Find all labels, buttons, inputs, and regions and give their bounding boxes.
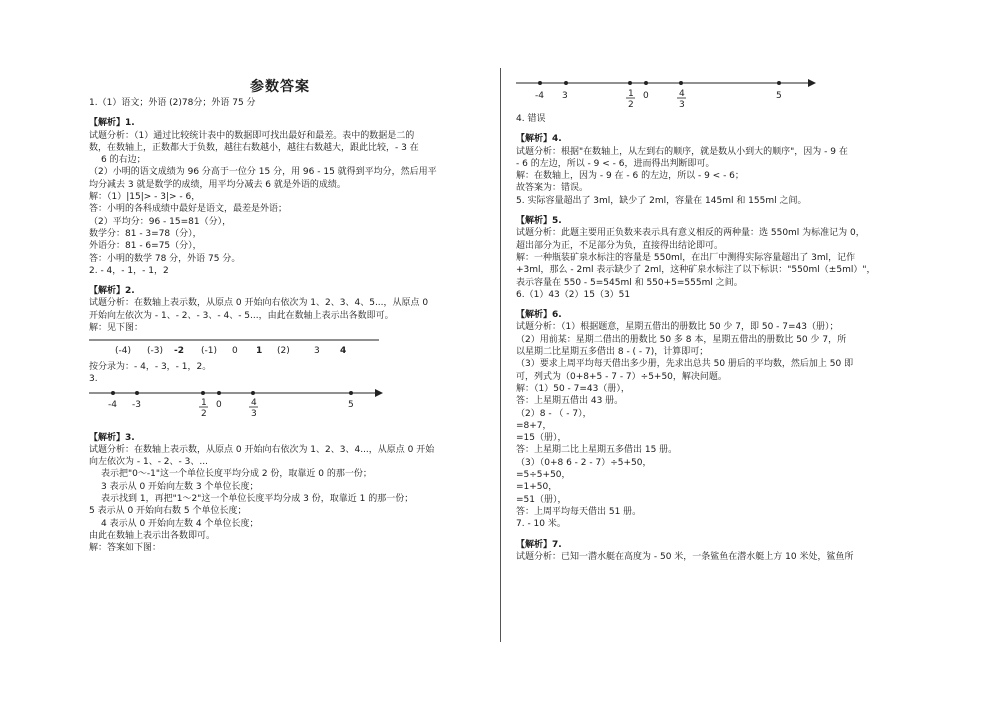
solution-line: 由此在数轴上表示出各数即可。 [89,530,216,541]
solution-line: =15（册）， [516,433,567,444]
axis2-label: 3 [251,409,257,420]
solution-line: 7. - 10 米。 [516,519,566,530]
solution-7-heading: 【解析】7. [516,539,562,550]
solution-line: 试题分析：已知一潜水艇在高度为 - 50 米，一条鲨鱼在潜水艇上方 10 米处，鲨鱼所 [516,551,854,562]
solution-line: （3）（0+8 6 - 2 - 7）÷5+50， [516,457,652,468]
axis3-label: -4 [535,91,544,101]
solution-1-heading: 【解析】1. [89,118,135,129]
solution-2-heading: 【解析】2. [89,286,135,297]
solution-line: 2. - 4，- 1，- 1，2 [89,265,169,276]
page-title: 参数答案 [250,79,310,95]
solution-line: 故答案为：错误。 [516,183,589,194]
solution-line: 可，列式为（0+8+5 - 7 - 7）÷5+50，解决问题。 [516,371,727,382]
solution-line: 解：在数轴上，因为 - 9 在 - 6 的左边，所以 - 9 < - 6； [516,171,744,182]
solution-line: 答：上星期二比上星期五多借出 15 册。 [516,445,678,456]
solution-line: 以星期二比星期五多借出 8 - ( - 7)，计算即可； [516,347,709,358]
solution-4-heading: 【解析】4. [516,134,562,145]
solution-line: =1+50， [516,482,558,493]
solution-line: 向左依次为 - 1、- 2、- 3、... [89,457,208,468]
axis1-label: (-3) [147,346,163,357]
left-column [89,97,489,555]
solution-line: 答：小明的数学 78 分，外语 75 分。 [89,253,241,264]
solution-line: 解：答案如下图： [89,543,162,554]
axis1-label: -2 [174,346,184,357]
solution-line: 按分录为：- 4，- 3，- 1，2。 [89,361,212,372]
solution-line: =51（册）， [516,494,567,505]
axis3-label: 5 [776,91,782,101]
solution-line: - 6 的左边，所以 - 9 < - 6，进而得出判断即可。 [516,158,715,169]
solution-line: 答：上星期五借出 43 册。 [516,396,624,407]
axis2-label: 0 [216,400,222,411]
axis1-label: 1 [256,346,263,357]
number-line-3 [516,74,816,112]
axis1-label: (2) [277,346,290,357]
solution-line: （3）要求上周平均每天借出多少册，先求出总共 50 册后的平均数，然后加上 50 即 [516,359,854,370]
solution-line: 试题分析：此题主要用正负数来表示具有意义相反的两种量：选 550ml 为标准记为 0， [516,228,865,239]
axis1-label: (-1) [201,346,217,357]
solution-line: （2）8 - （ - 7）， [516,408,592,419]
solution-line: 3. [89,373,98,384]
solution-line: 5 表示从 0 开始向右数 5 个单位长度； [89,506,247,517]
solution-line: 解：（1）|15|> - 3|> - 6， [89,192,201,203]
axis3-label: 2 [628,100,634,110]
solution-line: （2）小明的语文成绩为 96 分高于一位分 15 分，用 96 - 15 就得到平均分，然后用平 [89,167,437,178]
right-column [516,113,916,563]
solution-line: 试题分析：根据"在数轴上，从左到右的顺序，就是数从小到大的顺序"，因为 - 9 在 [516,146,848,157]
solution-3-heading: 【解析】3. [89,432,135,443]
axis2-label: 2 [201,409,207,420]
axis1-label: 4 [340,346,347,357]
axis2-label: -4 [108,400,117,411]
axis3-label: 0 [643,91,649,101]
q1-answer: 1.（1）语文；外语 (2)78分；外语 75 分 [89,98,256,108]
axis1-label: 3 [314,346,320,357]
axis3-label: 3 [679,100,685,110]
solution-line: 外语分：81 - 6=75（分）， [89,241,202,252]
solution-line: 表示容量在 550 - 5=545ml 和 550+5=555ml 之间。 [516,277,743,288]
q4-answer: 4. 错误 [516,114,546,124]
solution-line: 解：一种瓶装矿泉水标注的容量是 550ml，在出厂中测得实际容量超出了 3ml，记作 [516,252,856,263]
solution-5-heading: 【解析】5. [516,216,562,227]
solution-line: 试题分析：在数轴上表示数，从原点 0 开始向右依次为 1、2、3、4、5...，从原点 0 [89,298,429,309]
solution-line: 表示找到 1，再把"1～2"这一个单位长度平均分成 3 份，取靠近 1 的那一份； [101,494,414,505]
axis3-label: 4 [679,89,685,99]
solution-line: +3ml，那么 - 2ml 表示缺少了 2ml，这种矿泉水标注了以下标识："550ml（±5ml）"， [516,265,876,276]
solution-line: 6.（1）43（2）15（3）51 [516,289,631,300]
column-divider [500,68,501,642]
solution-line: =8+7， [516,420,552,431]
solution-line: 解：（1）50 - 7=43（册）， [516,383,630,394]
solution-line: 5. 实际容量超出了 3ml，缺少了 2ml，容量在 145ml 和 155ml 之间。 [516,195,807,206]
solution-line: 开始向左依次为 - 1、- 2、- 3、- 4、- 5...，由此在数轴上表示出各数即可。 [89,310,394,321]
solution-line: 解：见下图： [89,323,144,334]
solution-line: （2）平均分：96 - 15=81（分）， [89,216,232,227]
axis3-label: 1 [628,89,634,99]
axis2-label: 5 [348,400,354,411]
number-line-2 [89,385,389,419]
solution-line: 试题分析：（1）通过比较统计表中的数据即可找出最好和最差。表中的数据是二的 [89,130,415,141]
solution-line: 试题分析：在数轴上表示数，从原点 0 开始向右依次为 1、2、3、4...，从原点 0 开始 [89,444,435,455]
solution-6-heading: 【解析】6. [516,310,562,321]
solution-line: 数学分：81 - 3=78（分）， [89,228,202,239]
solution-line: 超出部分为正，不足部分为负，直接得出结论即可。 [516,240,724,251]
number-line-1 [89,334,389,356]
solution-line: =5÷5+50， [516,470,571,481]
axis2-label: 4 [251,398,257,409]
solution-line: 答：小明的各科成绩中最好是语文，最差是外语； [89,204,288,215]
solution-line: 答：上周平均每天借出 51 册。 [516,506,642,517]
axis2-label: 1 [201,398,207,409]
axis1-label: 0 [232,346,238,357]
axis3-label: 3 [562,91,568,101]
solution-line: 数，在数轴上，正数都大于负数，越往右数越小，越往右数越大，跟此比较，- 3 在 [89,142,419,153]
axis2-label: -3 [132,400,141,411]
axis1-label: (-4) [115,346,131,357]
solution-line: 6 的右边； [101,155,146,166]
solution-line: 均分减去 3 就是数学的成绩，用平均分减去 6 就是外语的成绩。 [89,179,346,190]
solution-line: 3 表示从 0 开始向左数 3 个单位长度； [101,481,259,492]
solution-line: 4 表示从 0 开始向左数 4 个单位长度； [101,518,259,529]
solution-line: 表示把"0～-1"这一个单位长度平均分成 2 份，取靠近 0 的那一份； [101,469,372,480]
solution-line: （2）用前某：星期二借出的册数比 50 多 8 本，星期五借出的册数比 50 少 7，所 [516,334,847,345]
solution-line: 试题分析：（1）根据题意，星期五借出的册数比 50 少 7，即 50 - 7=43（册）； [516,322,839,333]
